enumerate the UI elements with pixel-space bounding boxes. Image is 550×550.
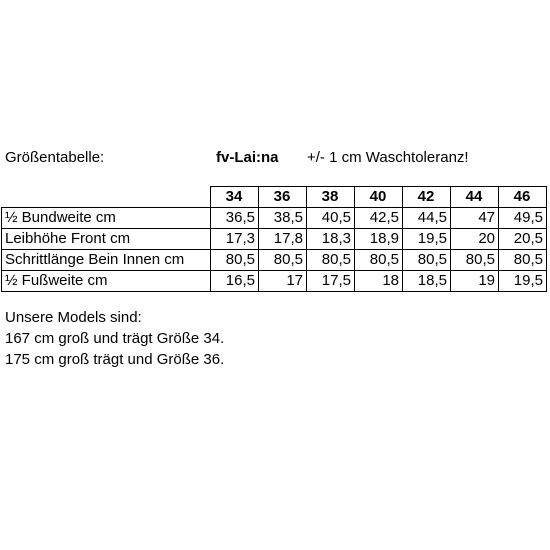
models-note-line: 167 cm groß und trägt Größe 34.	[5, 330, 225, 347]
row-label: Schrittlänge Bein Innen cm	[2, 250, 211, 271]
size-header-cell: 36	[259, 187, 307, 208]
table-cell: 80,5	[211, 250, 259, 271]
size-header-cell: 42	[403, 187, 451, 208]
size-table	[1, 186, 547, 292]
models-note-heading: Unsere Models sind:	[5, 309, 142, 326]
table-cell: 44,5	[403, 208, 451, 229]
size-header-cell: 40	[355, 187, 403, 208]
header-corner-cell	[2, 187, 211, 208]
table-cell: 80,5	[499, 250, 547, 271]
models-note	[5, 307, 224, 370]
table-cell: 36,5	[211, 208, 259, 229]
table-cell: 18,5	[403, 271, 451, 292]
size-header-row	[2, 187, 547, 208]
table-cell: 20	[451, 229, 499, 250]
table-cell: 49,5	[499, 208, 547, 229]
table-cell: 80,5	[259, 250, 307, 271]
row-label: ½ Bundweite cm	[2, 208, 211, 229]
table-cell: 19	[451, 271, 499, 292]
tolerance-note: +/- 1 cm Waschtoleranz!	[307, 149, 469, 166]
table-cell: 17,3	[211, 229, 259, 250]
table-cell: 18,3	[307, 229, 355, 250]
table-row	[2, 250, 547, 271]
table-cell: 47	[451, 208, 499, 229]
table-cell: 19,5	[499, 271, 547, 292]
table-cell: 18	[355, 271, 403, 292]
size-header-cell: 34	[211, 187, 259, 208]
models-note-line: 175 cm groß trägt und Größe 36.	[5, 351, 225, 368]
header-line	[0, 149, 550, 169]
page-title: Größentabelle:	[5, 149, 105, 166]
table-cell: 19,5	[403, 229, 451, 250]
table-cell: 80,5	[355, 250, 403, 271]
product-name: fv-Lai:na	[216, 149, 279, 166]
size-header-cell: 38	[307, 187, 355, 208]
table-row	[2, 229, 547, 250]
table-cell: 20,5	[499, 229, 547, 250]
size-header-cell: 46	[499, 187, 547, 208]
table-cell: 40,5	[307, 208, 355, 229]
table-cell: 17,5	[307, 271, 355, 292]
table-cell: 80,5	[451, 250, 499, 271]
size-header-cell: 44	[451, 187, 499, 208]
table-cell: 80,5	[307, 250, 355, 271]
table-cell: 38,5	[259, 208, 307, 229]
table-row	[2, 208, 547, 229]
table-cell: 17,8	[259, 229, 307, 250]
table-cell: 18,9	[355, 229, 403, 250]
table-cell: 17	[259, 271, 307, 292]
row-label: Leibhöhe Front cm	[2, 229, 211, 250]
row-label: ½ Fußweite cm	[2, 271, 211, 292]
table-cell: 80,5	[403, 250, 451, 271]
table-cell: 42,5	[355, 208, 403, 229]
table-cell: 16,5	[211, 271, 259, 292]
table-row	[2, 271, 547, 292]
